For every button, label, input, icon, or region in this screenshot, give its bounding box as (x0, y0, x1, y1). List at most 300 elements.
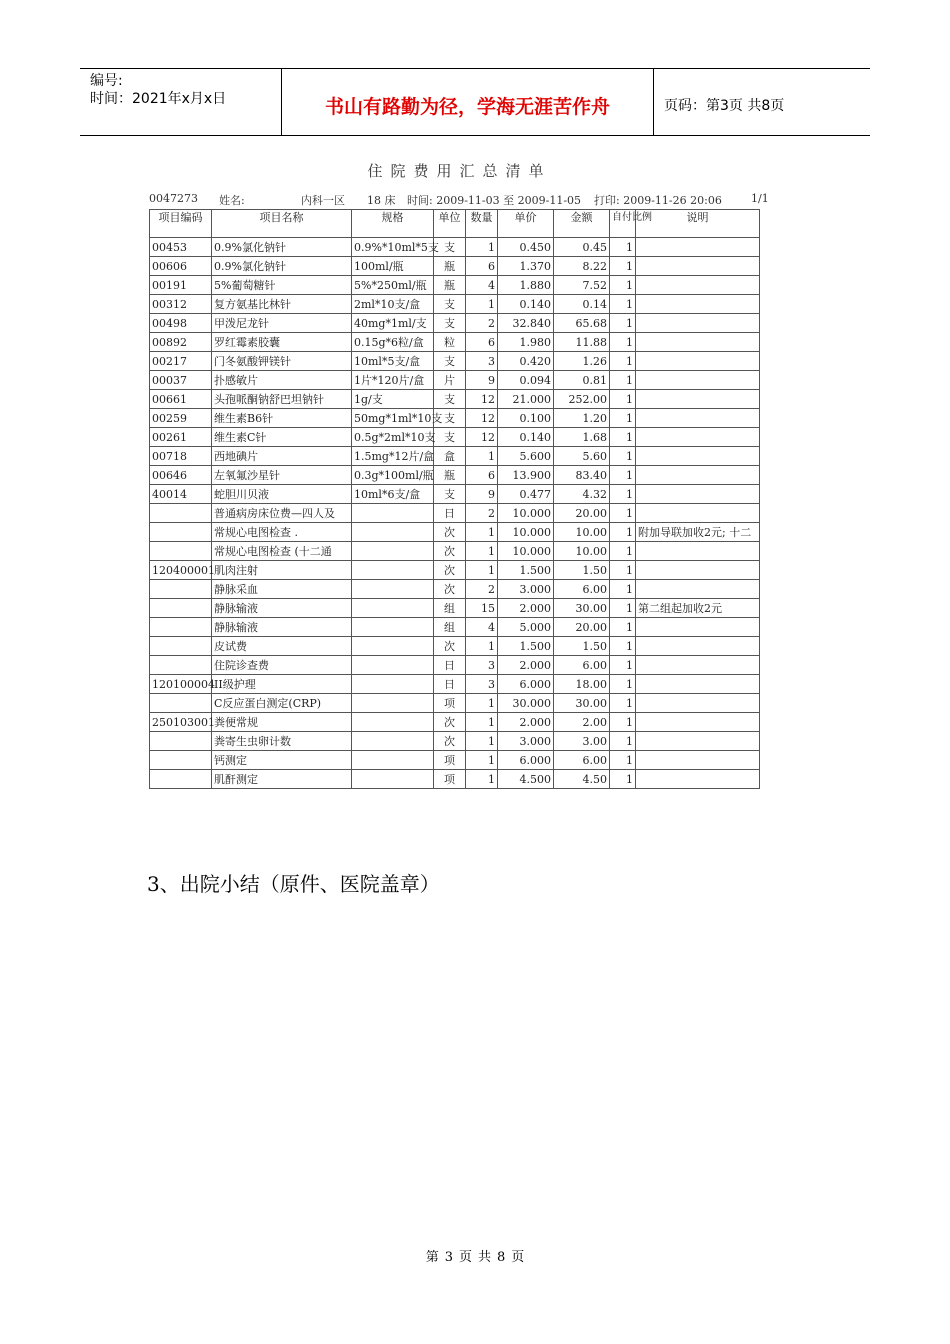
table-cell: 1 (610, 238, 636, 257)
table-cell: 00261 (150, 428, 212, 447)
table-cell: 10.000 (498, 523, 554, 542)
table-cell: 4.50 (554, 770, 610, 789)
table-cell: 瓶 (434, 466, 466, 485)
table-row (150, 390, 760, 409)
table-cell: 10ml*6支/盒 (352, 485, 434, 504)
table-cell (352, 618, 434, 637)
table-cell: 00718 (150, 447, 212, 466)
table-cell: 00037 (150, 371, 212, 390)
table-cell: 1 (610, 542, 636, 561)
table-cell: 1 (466, 542, 498, 561)
table-cell (636, 371, 760, 390)
table-cell: 1.26 (554, 352, 610, 371)
table-cell: 65.68 (554, 314, 610, 333)
table-cell: 静脉采血 (212, 580, 352, 599)
table-cell: 00453 (150, 238, 212, 257)
table-cell: 次 (434, 637, 466, 656)
table-cell: 住院诊查费 (212, 656, 352, 675)
table-cell: 西地碘片 (212, 447, 352, 466)
table-cell: 1 (610, 561, 636, 580)
header-page-label: 页码：第3页 共8页 (664, 98, 785, 114)
table-cell (636, 390, 760, 409)
table-cell (636, 276, 760, 295)
record-number: 0047273 (149, 192, 198, 205)
table-cell (636, 333, 760, 352)
table-cell: 0.15g*6粒/盒 (352, 333, 434, 352)
table-cell: 5%*250ml/瓶 (352, 276, 434, 295)
table-cell: 支 (434, 390, 466, 409)
footer-current-page: 3 (444, 1250, 453, 1265)
table-cell: 7.52 (554, 276, 610, 295)
table-cell: 10.000 (498, 542, 554, 561)
table-cell: 瓶 (434, 257, 466, 276)
table-cell: 1.980 (498, 333, 554, 352)
table-cell: 1 (610, 409, 636, 428)
table-row (150, 713, 760, 732)
table-cell: 1 (466, 637, 498, 656)
table-cell: 日 (434, 504, 466, 523)
table-cell: 00217 (150, 352, 212, 371)
table-cell: 1 (466, 713, 498, 732)
table-cell: 头孢哌酮钠舒巴坦钠针 (212, 390, 352, 409)
table-cell: 扑感敏片 (212, 371, 352, 390)
table-row (150, 751, 760, 770)
table-cell: 30.00 (554, 694, 610, 713)
table-cell: 肌酐测定 (212, 770, 352, 789)
table-cell: 项 (434, 770, 466, 789)
table-cell (636, 561, 760, 580)
table-cell (636, 732, 760, 751)
page-footer (0, 1246, 950, 1265)
table-cell: 2 (466, 580, 498, 599)
table-cell: 10.00 (554, 542, 610, 561)
table-cell: 1.68 (554, 428, 610, 447)
table-row (150, 447, 760, 466)
table-cell: 常规心电图检查 (十二通 (212, 542, 352, 561)
table-cell (636, 656, 760, 675)
table-cell (150, 618, 212, 637)
table-cell: 1 (610, 618, 636, 637)
table-cell: 2.00 (554, 713, 610, 732)
table-cell (636, 770, 760, 789)
table-cell: 支 (434, 352, 466, 371)
table-cell: 8.22 (554, 257, 610, 276)
table-cell (636, 485, 760, 504)
table-cell: 6.000 (498, 675, 554, 694)
table-cell: 1g/支 (352, 390, 434, 409)
table-cell: 0.094 (498, 371, 554, 390)
table-cell (636, 295, 760, 314)
table-cell: 4 (466, 618, 498, 637)
table-cell: 3.000 (498, 732, 554, 751)
table-cell: 0.14 (554, 295, 610, 314)
footer-gong: 共 (478, 1250, 492, 1265)
table-cell: 10.000 (498, 504, 554, 523)
table-cell: 3 (466, 656, 498, 675)
table-cell: 1 (610, 504, 636, 523)
table-row (150, 352, 760, 371)
table-cell (150, 770, 212, 789)
page-header (80, 68, 870, 136)
table-cell: 1 (610, 713, 636, 732)
table-cell: 00892 (150, 333, 212, 352)
table-cell: 3 (466, 675, 498, 694)
table-cell: 2.000 (498, 656, 554, 675)
table-cell: 项 (434, 751, 466, 770)
table-cell: 普通病房床位费—四人及 (212, 504, 352, 523)
table-cell: 1 (610, 333, 636, 352)
table-cell (150, 751, 212, 770)
table-cell: 12 (466, 409, 498, 428)
table-row (150, 295, 760, 314)
table-cell: 1 (610, 599, 636, 618)
table-cell: C反应蛋白测定(CRP) (212, 694, 352, 713)
table-cell: 00646 (150, 466, 212, 485)
table-cell: 5.60 (554, 447, 610, 466)
table-row (150, 675, 760, 694)
table-cell (636, 637, 760, 656)
table-cell: 32.840 (498, 314, 554, 333)
table-cell (150, 732, 212, 751)
table-cell: 甲泼尼龙针 (212, 314, 352, 333)
table-cell: 1 (466, 694, 498, 713)
table-cell: 4.500 (498, 770, 554, 789)
table-cell: 9 (466, 485, 498, 504)
table-cell: 120400001 (150, 561, 212, 580)
table-cell: 粪寄生虫卵计数 (212, 732, 352, 751)
table-row (150, 580, 760, 599)
table-cell: 1 (466, 523, 498, 542)
table-cell: 40014 (150, 485, 212, 504)
table-cell: 1 (466, 770, 498, 789)
table-cell: II级护理 (212, 675, 352, 694)
table-cell: 2 (466, 314, 498, 333)
table-cell: 3.000 (498, 580, 554, 599)
table-cell: 0.45 (554, 238, 610, 257)
table-cell: 4 (466, 276, 498, 295)
table-cell (352, 751, 434, 770)
number-label: 编号: (90, 73, 123, 89)
time-label: 时间：2021年x月x日 (90, 91, 227, 107)
table-cell (636, 447, 760, 466)
column-header: 自付比例 (610, 210, 636, 238)
table-cell: 10ml*5支/盒 (352, 352, 434, 371)
table-row (150, 542, 760, 561)
table-cell: 12 (466, 390, 498, 409)
table-cell: 0.140 (498, 295, 554, 314)
table-cell: 1.880 (498, 276, 554, 295)
table-cell (636, 352, 760, 371)
table-cell (636, 675, 760, 694)
table-cell: 皮试费 (212, 637, 352, 656)
table-cell (352, 656, 434, 675)
table-cell: 1 (610, 466, 636, 485)
expense-table (149, 209, 760, 789)
table-cell: 罗红霉素胶囊 (212, 333, 352, 352)
table-cell (150, 599, 212, 618)
table-cell: 支 (434, 295, 466, 314)
table-cell: 6.00 (554, 580, 610, 599)
table-cell: 12 (466, 428, 498, 447)
bed-number: 18 床 (367, 194, 396, 207)
table-cell: 1 (466, 751, 498, 770)
table-cell (352, 732, 434, 751)
table-cell: 盒 (434, 447, 466, 466)
table-cell: 1 (610, 485, 636, 504)
table-cell: 100ml/瓶 (352, 257, 434, 276)
table-cell (636, 694, 760, 713)
table-cell: 支 (434, 485, 466, 504)
table-cell: 13.900 (498, 466, 554, 485)
table-cell: 1 (610, 295, 636, 314)
table-cell (150, 694, 212, 713)
column-header: 说明 (636, 210, 760, 238)
table-row (150, 770, 760, 789)
table-cell (352, 713, 434, 732)
table-cell: 0.3g*100ml/瓶 (352, 466, 434, 485)
column-header: 单价 (498, 210, 554, 238)
table-cell: 日 (434, 656, 466, 675)
table-cell (352, 599, 434, 618)
print-time: 打印: 2009-11-26 20:06 (594, 194, 722, 207)
table-cell: 维生素B6针 (212, 409, 352, 428)
table-cell (352, 694, 434, 713)
table-cell (150, 637, 212, 656)
table-cell (150, 580, 212, 599)
table-row (150, 276, 760, 295)
table-cell: 1 (610, 276, 636, 295)
table-row (150, 656, 760, 675)
table-cell: 00498 (150, 314, 212, 333)
table-cell: 5.600 (498, 447, 554, 466)
table-cell: 15 (466, 599, 498, 618)
table-cell: 1 (610, 390, 636, 409)
table-cell: 0.5g*2ml*10支 (352, 428, 434, 447)
table-cell: 钙测定 (212, 751, 352, 770)
table-cell (636, 504, 760, 523)
table-header-row (150, 210, 760, 238)
table-cell: 1 (610, 751, 636, 770)
table-cell (150, 504, 212, 523)
column-header: 项目名称 (212, 210, 352, 238)
table-cell: 1 (610, 447, 636, 466)
table-cell (636, 466, 760, 485)
table-cell: 左氧氟沙星针 (212, 466, 352, 485)
table-cell: 粪便常规 (212, 713, 352, 732)
table-cell: 1 (610, 770, 636, 789)
column-header: 数量 (466, 210, 498, 238)
table-cell (636, 542, 760, 561)
table-cell: 静脉输液 (212, 618, 352, 637)
table-cell (150, 656, 212, 675)
table-cell: 6.00 (554, 751, 610, 770)
table-cell: 0.420 (498, 352, 554, 371)
column-header: 单位 (434, 210, 466, 238)
table-cell: 120100004 (150, 675, 212, 694)
table-cell: 1 (610, 732, 636, 751)
time-range: 时间: 2009-11-03 至 2009-11-05 (407, 194, 582, 207)
table-cell (352, 542, 434, 561)
footer-ye: 页 (458, 1250, 472, 1265)
table-cell: 1.50 (554, 637, 610, 656)
table-cell: 20.00 (554, 618, 610, 637)
table-cell: 6 (466, 333, 498, 352)
table-cell: 1.500 (498, 637, 554, 656)
table-cell: 1 (466, 238, 498, 257)
table-cell: 常规心电图检查 . (212, 523, 352, 542)
table-cell (636, 238, 760, 257)
column-header: 项目编码 (150, 210, 212, 238)
table-row (150, 618, 760, 637)
table-cell: 00661 (150, 390, 212, 409)
table-cell: 1 (610, 428, 636, 447)
table-cell: 2 (466, 504, 498, 523)
table-cell: 维生素C针 (212, 428, 352, 447)
table-cell: 11.88 (554, 333, 610, 352)
header-left-cell (80, 69, 282, 135)
table-cell (636, 580, 760, 599)
department: 内科一区 (301, 194, 345, 207)
table-cell: 粒 (434, 333, 466, 352)
table-row (150, 409, 760, 428)
table-cell: 1.370 (498, 257, 554, 276)
table-cell: 组 (434, 599, 466, 618)
name-label: 姓名: (219, 194, 245, 207)
table-cell (352, 523, 434, 542)
table-cell: 复方氨基比林针 (212, 295, 352, 314)
table-cell (352, 504, 434, 523)
table-cell: 1 (466, 295, 498, 314)
table-cell (636, 751, 760, 770)
table-cell: 0.9%氯化钠针 (212, 238, 352, 257)
table-cell: 2.000 (498, 713, 554, 732)
table-cell: 1片*120片/盒 (352, 371, 434, 390)
table-cell: 20.00 (554, 504, 610, 523)
table-cell: 1 (610, 371, 636, 390)
table-cell: 蛇胆川贝液 (212, 485, 352, 504)
table-cell: 10.00 (554, 523, 610, 542)
table-cell: 00191 (150, 276, 212, 295)
table-cell: 支 (434, 238, 466, 257)
table-cell: 支 (434, 314, 466, 333)
table-cell: 5.000 (498, 618, 554, 637)
table-cell: 日 (434, 675, 466, 694)
table-cell: 次 (434, 580, 466, 599)
table-cell: 1 (466, 447, 498, 466)
section-heading: 3、出院小结（原件、医院盖章） (147, 872, 440, 896)
table-cell: 1 (610, 580, 636, 599)
table-cell: 1.500 (498, 561, 554, 580)
footer-total-pages: 8 (497, 1250, 506, 1265)
table-cell: 1.20 (554, 409, 610, 428)
table-cell: 83.40 (554, 466, 610, 485)
table-cell: 组 (434, 618, 466, 637)
table-cell: 1 (610, 523, 636, 542)
table-cell: 肌肉注射 (212, 561, 352, 580)
table-cell: 6.000 (498, 751, 554, 770)
table-row (150, 504, 760, 523)
table-cell (352, 675, 434, 694)
table-cell: 支 (434, 428, 466, 447)
table-cell: 项 (434, 694, 466, 713)
table-cell: 00312 (150, 295, 212, 314)
table-cell: 0.9%氯化钠针 (212, 257, 352, 276)
table-cell: 1 (610, 656, 636, 675)
table-cell (636, 257, 760, 276)
table-cell: 2ml*10支/盒 (352, 295, 434, 314)
table-cell: 40mg*1ml/支 (352, 314, 434, 333)
table-cell: 250103001 (150, 713, 212, 732)
footer-di: 第 (425, 1250, 439, 1265)
table-row (150, 523, 760, 542)
table-row (150, 314, 760, 333)
table-row (150, 238, 760, 257)
table-cell: 次 (434, 732, 466, 751)
table-cell (352, 770, 434, 789)
table-row (150, 694, 760, 713)
table-cell (352, 561, 434, 580)
table-cell: 1 (610, 257, 636, 276)
table-cell: 30.000 (498, 694, 554, 713)
table-cell: 0.100 (498, 409, 554, 428)
table-cell: 9 (466, 371, 498, 390)
table-cell: 2.000 (498, 599, 554, 618)
table-cell: 00606 (150, 257, 212, 276)
table-cell: 次 (434, 523, 466, 542)
table-cell: 00259 (150, 409, 212, 428)
table-cell: 0.140 (498, 428, 554, 447)
table-cell: 6.00 (554, 656, 610, 675)
footer-ye-end: 页 (511, 1250, 525, 1265)
table-row (150, 637, 760, 656)
table-row (150, 732, 760, 751)
table-cell: 次 (434, 542, 466, 561)
table-row (150, 485, 760, 504)
table-cell: 片 (434, 371, 466, 390)
table-row (150, 428, 760, 447)
table-cell (636, 314, 760, 333)
table-cell: 50mg*1ml*10支 (352, 409, 434, 428)
table-cell: 次 (434, 713, 466, 732)
table-cell: 6 (466, 466, 498, 485)
table-cell: 1 (610, 314, 636, 333)
table-body (150, 238, 760, 789)
table-cell (150, 542, 212, 561)
table-row (150, 371, 760, 390)
column-header: 规格 (352, 210, 434, 238)
table-cell: 1 (610, 352, 636, 371)
table-row (150, 333, 760, 352)
table-cell: 18.00 (554, 675, 610, 694)
table-row (150, 561, 760, 580)
table-cell: 0.81 (554, 371, 610, 390)
table-cell (636, 713, 760, 732)
table-cell: 0.477 (498, 485, 554, 504)
table-cell: 1 (610, 637, 636, 656)
scanned-bill (147, 150, 772, 790)
table-cell: 1.50 (554, 561, 610, 580)
table-cell: 21.000 (498, 390, 554, 409)
header-motto: 书山有路勤为径，学海无涯苦作舟 (282, 69, 654, 135)
table-cell: 0.9%*10ml*5支 (352, 238, 434, 257)
table-cell: 1 (466, 561, 498, 580)
table-cell: 3.00 (554, 732, 610, 751)
table-cell: 4.32 (554, 485, 610, 504)
table-cell: 30.00 (554, 599, 610, 618)
table-row (150, 599, 760, 618)
table-cell: 次 (434, 561, 466, 580)
column-header: 金额 (554, 210, 610, 238)
